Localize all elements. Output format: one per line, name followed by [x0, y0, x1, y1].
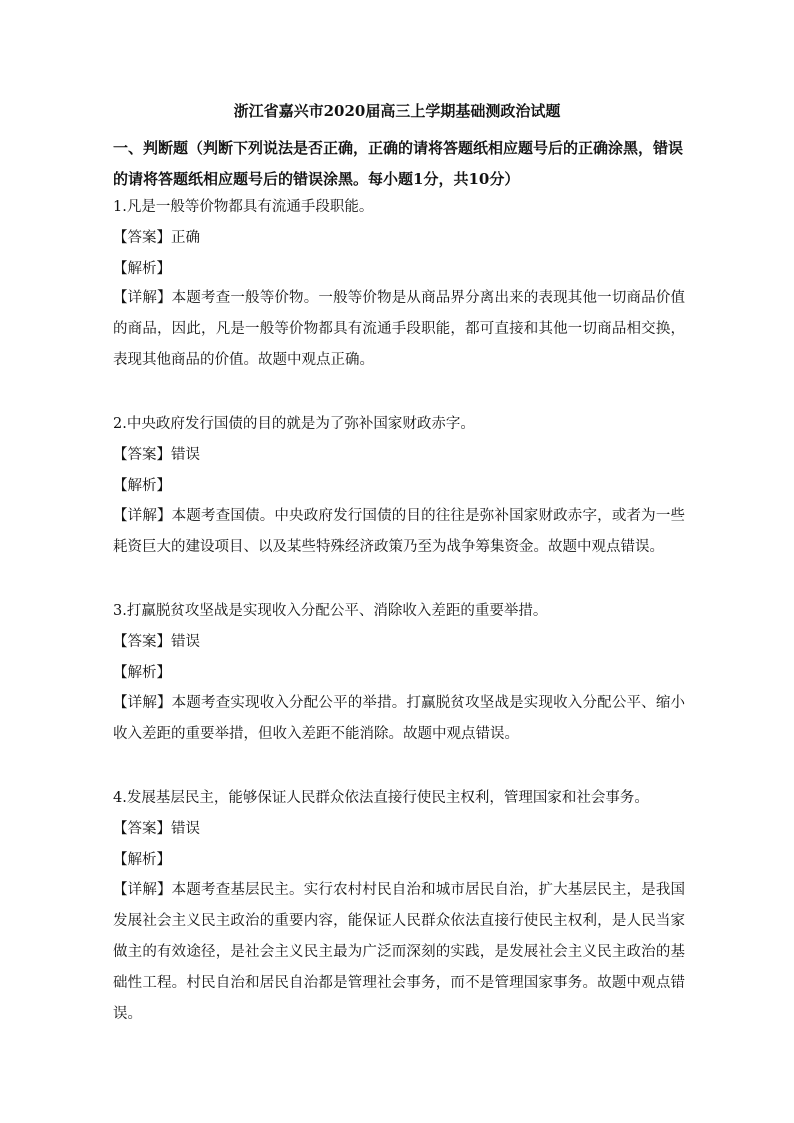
question-1-text: 1.凡是一般等价物都具有流通手段职能。	[113, 199, 374, 215]
question-2-analysis-label: 【解析】	[113, 478, 171, 494]
question-4-answer: 【答案】错误	[113, 821, 200, 837]
question-4-detail: 【详解】本题考查基层民主。实行农村村民自治和城市居民自治，扩大基层民主，是我国发展社会主义民主政治的重要内容，能保证人民群众依法直接行使民主权利，是人民当家做主的有效途径，是社会主义民主最为广泛而深刻的实践，是发展社会主义民主政治的基础性工程。村民自治和居民自治都是管理社会事务，而不是管理国家事务。故题中观点错误。	[113, 882, 685, 1022]
question-1-analysis-label: 【解析】	[113, 261, 171, 277]
question-4-text: 4.发展基层民主，能够保证人民群众依法直接行使民主权利，管理国家和社会事务。	[113, 790, 649, 806]
question-3-answer: 【答案】错误	[113, 634, 200, 650]
question-4-analysis-label: 【解析】	[113, 852, 171, 868]
question-2-detail: 【详解】本题考查国债。中央政府发行国债的目的往往是弥补国家财政赤字，或者为一些耗资巨大的建设项目、以及某些特殊经济政策乃至为战争筹集资金。故题中观点错误。	[113, 508, 685, 555]
question-2-text: 2.中央政府发行国债的目的就是为了弥补国家财政赤字。	[113, 416, 475, 432]
document-title: 浙江省嘉兴市2020届高三上学期基础测政治试题	[233, 102, 561, 120]
question-3-text: 3.打赢脱贫攻坚战是实现收入分配公平、消除收入差距的重要举措。	[113, 603, 548, 619]
question-3-detail: 【详解】本题考查实现收入分配公平的举措。打赢脱贫攻坚战是实现收入分配公平、缩小收入差距的重要举措，但收入差距不能消除。故题中观点错误。	[113, 695, 685, 742]
question-2-answer: 【答案】错误	[113, 447, 200, 463]
question-1-answer: 【答案】正确	[113, 230, 200, 246]
section-header: 一、判断题（判断下列说法是否正确，正确的请将答题纸相应题号后的正确涂黑，错误的请将答题纸相应题号后的错误涂黑。每小题1分，共10分）	[113, 139, 684, 188]
question-1-detail: 【详解】本题考查一般等价物。一般等价物是从商品界分离出来的表现其他一切商品价值的商品，因此，凡是一般等价物都具有流通手段职能，都可直接和其他一切商品相交换，表现其他商品的价值。故题中观点正确。	[113, 290, 685, 368]
question-3-analysis-label: 【解析】	[113, 665, 171, 681]
